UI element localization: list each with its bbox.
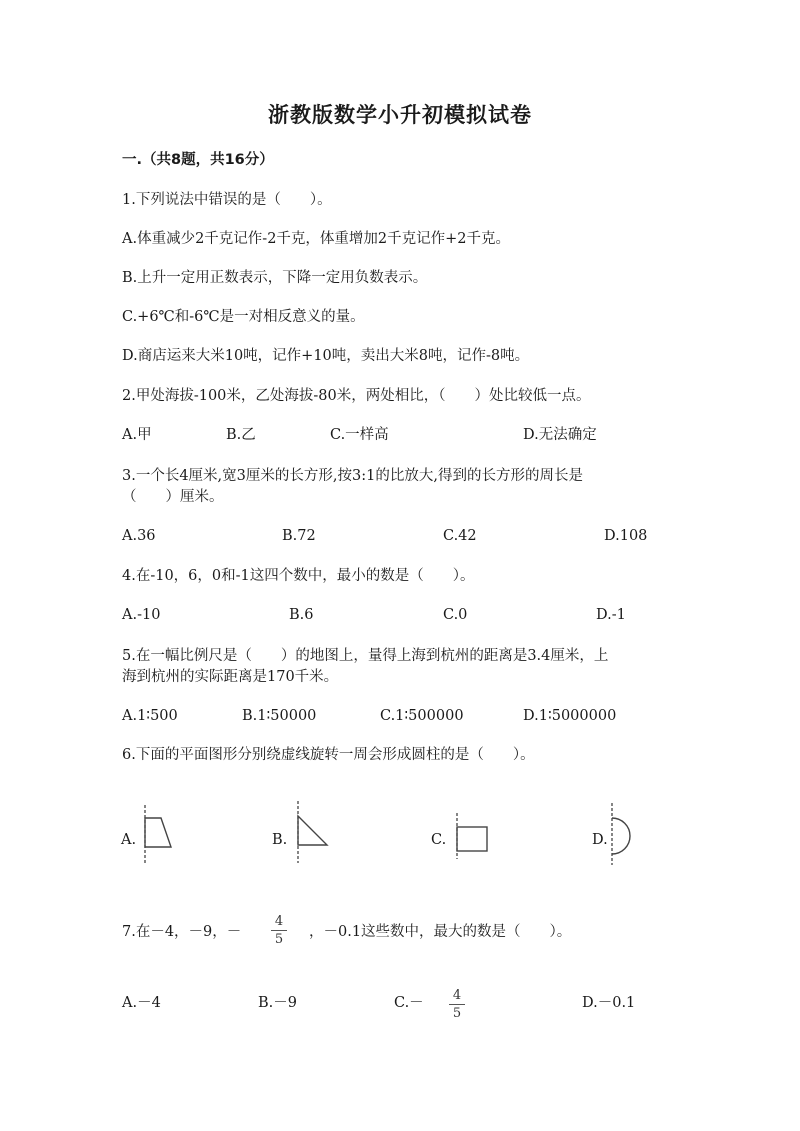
question-5-stem-line2: 海到杭州的实际距离是170千米。 [122, 669, 339, 685]
question-1-option-a: A.体重减少2千克记作-2千克，体重增加2千克记作+2千克。 [122, 231, 511, 247]
semicircle-figure [606, 801, 640, 867]
question-4-option-a: A.-10 [122, 607, 161, 623]
fraction-numerator: 4 [452, 988, 462, 1003]
question-7-stem-post: ，－0.1这些数中，最大的数是（ ）。 [309, 924, 572, 940]
question-3-option-d: D.108 [604, 528, 648, 544]
question-1-option-c: C.+6℃和-6℃是一对相反意义的量。 [122, 309, 365, 325]
question-7-option-b: B.－9 [258, 995, 297, 1011]
question-7-stem-pre: 7.在－4，－9，－ [122, 924, 242, 940]
question-2-option-a: A.甲 [122, 427, 152, 443]
question-3-stem-line1: 3.一个长4厘米,宽3厘米的长方形,按3:1的比放大,得到的长方形的周长是 [122, 468, 583, 484]
triangle-figure [290, 799, 332, 865]
question-6-option-c: C. [431, 832, 447, 848]
question-1-stem: 1.下列说法中错误的是（ ）。 [122, 192, 332, 208]
question-3-option-c: C.42 [443, 528, 477, 544]
question-5-option-b: B.1∶50000 [242, 708, 317, 724]
question-2-option-c: C.一样高 [330, 427, 389, 443]
fraction-bar [271, 930, 287, 931]
question-6-option-b: B. [272, 832, 288, 848]
question-1-option-b: B.上升一定用正数表示，下降一定用负数表示。 [122, 270, 428, 286]
section-heading: 一.（共8题，共16分） [122, 152, 274, 168]
question-3-option-a: A.36 [122, 528, 156, 544]
question-4-option-c: C.0 [443, 607, 468, 623]
question-3-stem-line2: （ ）厘米。 [122, 489, 224, 505]
question-7-fraction [271, 914, 287, 947]
trapezoid-figure [138, 803, 178, 865]
question-4-option-d: D.-1 [596, 607, 626, 623]
fraction-bar [449, 1004, 465, 1005]
question-5-stem-line1: 5.在一幅比例尺是（ ）的地图上，量得上海到杭州的距离是3.4厘米，上 [122, 648, 609, 664]
question-7-option-d: D.－0.1 [582, 995, 636, 1011]
page-title: 浙教版数学小升初模拟试卷 [268, 103, 532, 127]
fraction-denominator: 5 [274, 932, 284, 947]
question-6-stem: 6.下面的平面图形分别绕虚线旋转一周会形成圆柱的是（ ）。 [122, 747, 535, 763]
question-6-option-d: D. [592, 832, 608, 848]
fraction-denominator: 5 [452, 1006, 462, 1021]
question-4-stem: 4.在-10，6，0和-1这四个数中，最小的数是（ ）。 [122, 568, 475, 584]
question-1-option-d: D.商店运来大米10吨，记作+10吨，卖出大米8吨，记作-8吨。 [122, 348, 530, 364]
question-4-option-b: B.6 [289, 607, 314, 623]
question-7-option-c: C.－ [394, 995, 424, 1011]
question-5-option-a: A.1∶500 [122, 708, 178, 724]
question-7-option-a: A.－4 [122, 995, 161, 1011]
question-2-stem: 2.甲处海拔-100米，乙处海拔-80米，两处相比，（ ）处比较低一点。 [122, 388, 591, 404]
question-6-option-a: A. [121, 832, 137, 848]
question-2-option-d: D.无法确定 [523, 427, 597, 443]
fraction-numerator: 4 [274, 914, 284, 929]
question-5-option-c: C.1∶500000 [380, 708, 464, 724]
rectangle-figure [449, 811, 491, 861]
question-7-option-c-fraction [449, 988, 465, 1021]
question-5-option-d: D.1∶5000000 [523, 708, 617, 724]
question-3-option-b: B.72 [282, 528, 316, 544]
question-2-option-b: B.乙 [226, 427, 256, 443]
